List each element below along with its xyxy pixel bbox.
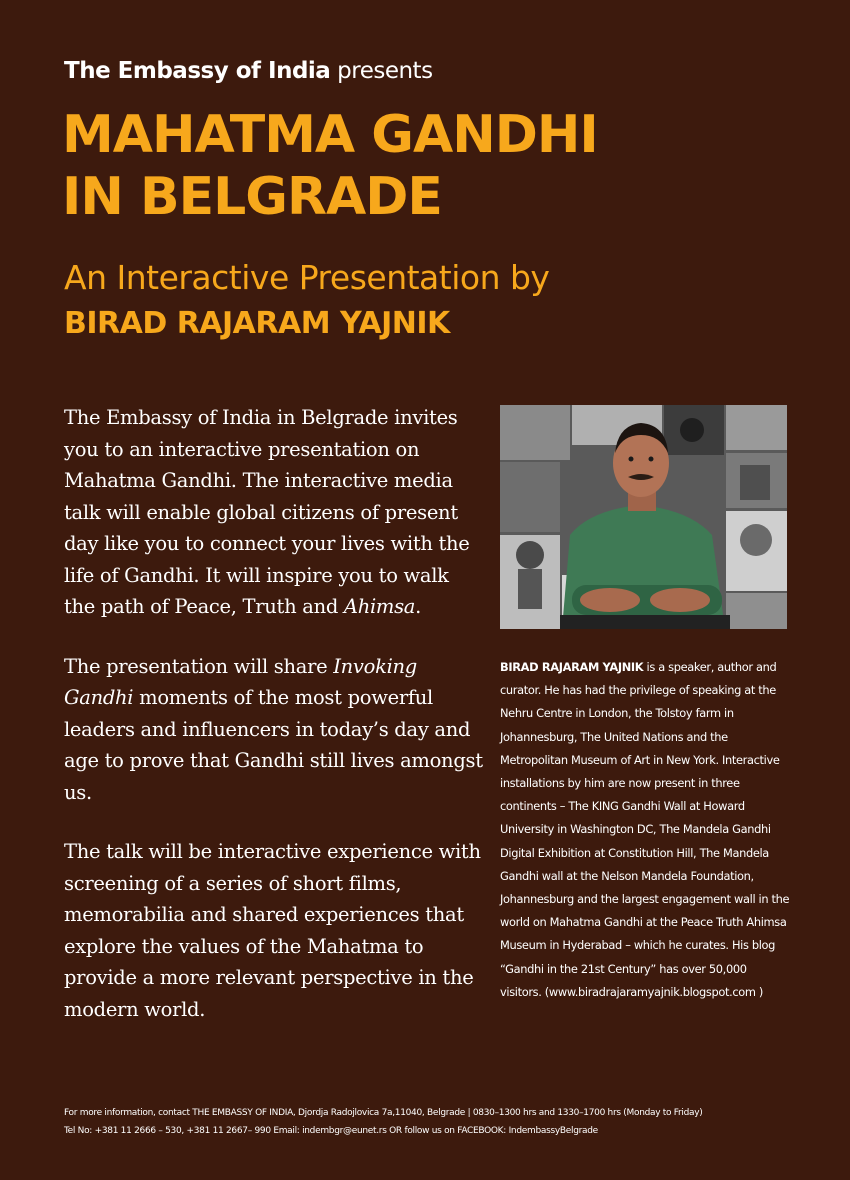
presenter-bio — [500, 656, 790, 1004]
footer-line-1: For more information, contact THE EMBASSY OF INDIA, Djordja Radojlovica 7a,11040, Belgrade | 0830–1300 hrs and 1330–1700 hrs (Monday to Friday) — [64, 1108, 703, 1118]
presenter-photo — [500, 405, 787, 629]
bio-text: is a speaker, author and curator. He has had the privilege of speaking at the Nehru Centre in London, the Tolstoy farm in Johannesburg, The United Nations and the Metropolitan Museum of Art in New York. Interactive installations by him are now present in three continents – The KING Gandhi Wall at Howard University in Washington DC, The Mandela Gandhi Digital Exhibition at Constitution Hill, The Mandela Gandhi wall at the Nelson Mandela Foundation, Johannesburg and the largest engagement wall in the world on Mahatma Gandhi at the Peace Truth Ahimsa Museum in Hyderabad – which he curates. His blog “Gandhi in the 21st Century” has over 50,000 visitors. (www.biradrajaramyajnik.blogspot.com ) — [500, 660, 790, 999]
body-text — [64, 402, 484, 1053]
subtitle: An Interactive Presentation by — [64, 258, 550, 297]
presenter-name: BIRAD RAJARAM YAJNIK — [64, 306, 450, 341]
ahimsa-italic: Ahimsa — [343, 595, 416, 618]
footer-line-2: Tel No: +381 11 2666 – 530, +381 11 2667– 990 Email: indembgr@eunet.rs OR follow us on FACEBOOK: IndembassyBelgrade — [64, 1126, 598, 1136]
invoking-gandhi-italic: Invoking Gandhi — [64, 654, 417, 709]
paragraph-1: The Embassy of India in Belgrade invites you to an interactive presentation on Mahatma Gandhi. The interactive media talk will enable global citizens of present day like you to connect your lives with the life of Gandhi. It will inspire you to walk the path of Peace, Truth and Ahimsa. — [64, 406, 470, 618]
footer-contact — [64, 1104, 824, 1140]
header-line — [64, 58, 433, 84]
title-line-2: IN BELGRADE — [62, 167, 442, 227]
paragraph-3: The talk will be interactive experience with screening of a series of short films, memorabilia and shared experiences that explore the values of the Mahatma to provide a more relevant perspective in the modern world. — [64, 840, 481, 1021]
paragraph-2: The presentation will share Invoking Gandhi moments of the most powerful leaders and influencers in today’s day and age to prove that Gandhi still lives amongst us. — [64, 654, 483, 804]
bio-name: BIRAD RAJARAM YAJNIK — [500, 660, 644, 674]
title-line-1: MAHATMA GANDHI — [62, 105, 598, 165]
presents-word: presents — [337, 58, 433, 84]
embassy-name: The Embassy of India — [64, 58, 331, 84]
page-title — [62, 104, 598, 228]
